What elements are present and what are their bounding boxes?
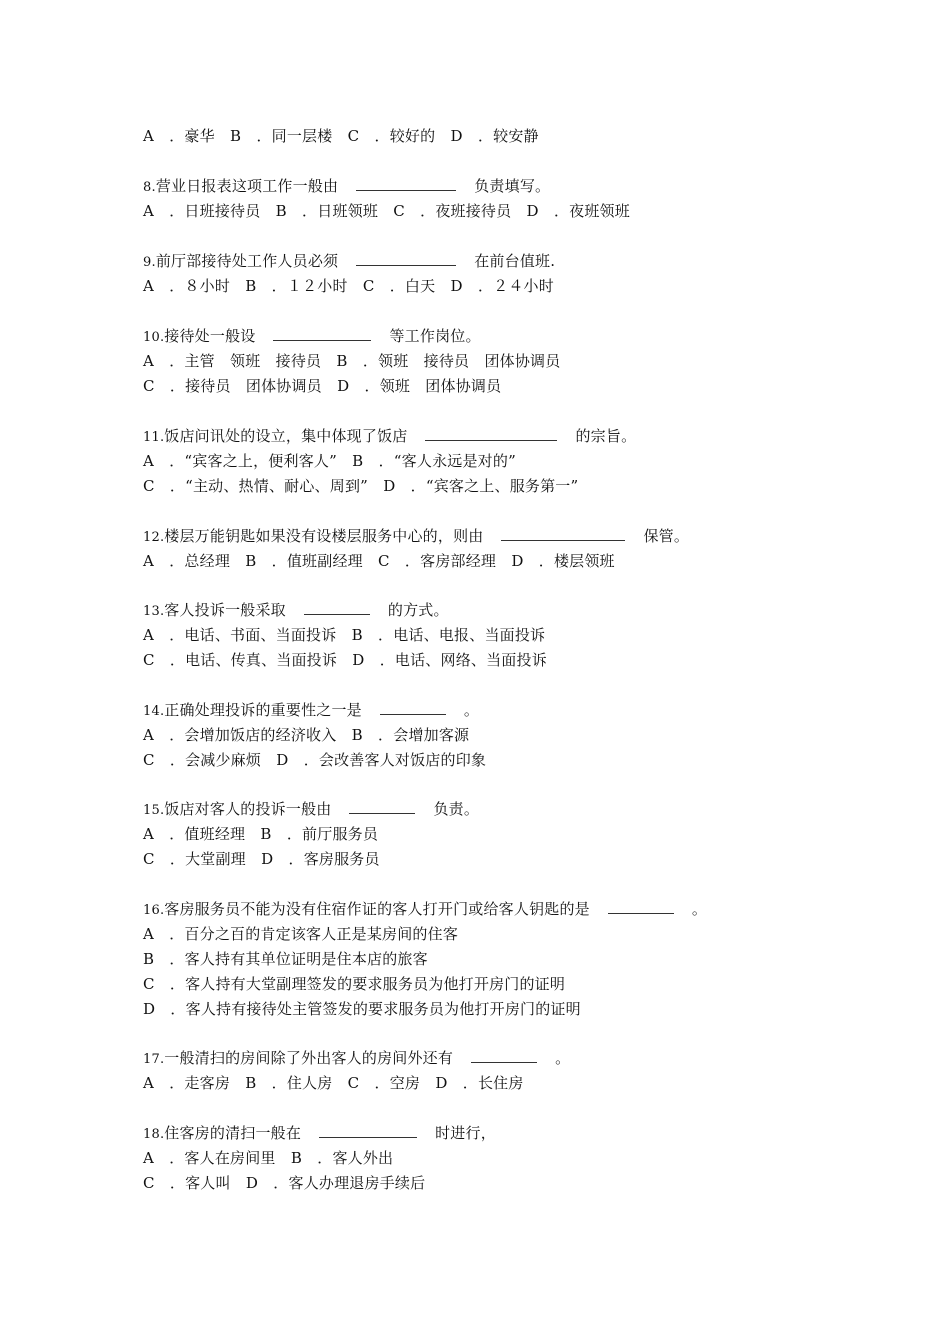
question-text: 客房服务员不能为没有住宿作证的客人打开门或给客人钥匙的是 — [164, 900, 590, 918]
options-10-a: A ．主管 领班 接待员 B ．领班 接待员 团体协调员 — [143, 352, 561, 370]
question-text: 楼层万能钥匙如果没有设楼层服务中心的，则由 — [164, 527, 484, 545]
question-number: 17. — [143, 1052, 165, 1067]
question-10 — [143, 326, 481, 348]
question-text: 一般清扫的房间除了外出客人的房间外还有 — [164, 1049, 454, 1067]
options-12: A ．总经理 B ．值班副经理 C ．客房部经理 D ．楼层领班 — [143, 552, 615, 570]
options-10-b: C ．接待员 团体协调员 D ．领班 团体协调员 — [143, 377, 502, 395]
question-text-end: 时进行， — [435, 1124, 496, 1142]
options-11-a: A ．“宾客之上，便利客人” B ．“客人永远是对的” — [143, 452, 516, 470]
answer-blank — [380, 702, 446, 715]
question-text-end: 。 — [463, 701, 480, 719]
answer-blank — [273, 328, 371, 341]
answer-blank — [501, 528, 625, 541]
options-14-a: A ．会增加饭店的经济收入 B ．会增加客源 — [143, 726, 470, 744]
question-text: 饭店对客人的投诉一般由 — [164, 800, 332, 818]
question-8 — [143, 176, 550, 198]
question-text-end: 负责填写。 — [474, 177, 551, 195]
question-11 — [143, 426, 636, 448]
options-11-b: C ．“主动、热情、耐心、周到” D ．“宾客之上、服务第一” — [143, 477, 579, 495]
question-text-end: 。 — [691, 900, 708, 918]
question-13 — [143, 600, 449, 622]
answer-blank — [319, 1125, 417, 1138]
options-14-b: C ．会减少麻烦 D ．会改善客人对饭店的印象 — [143, 751, 487, 769]
question-14 — [143, 700, 479, 722]
question-number: 8. — [143, 180, 156, 195]
question-number: 10. — [143, 330, 165, 345]
question-9 — [143, 251, 555, 273]
question-number: 18. — [143, 1127, 165, 1142]
answer-blank — [349, 801, 415, 814]
question-18 — [143, 1123, 496, 1145]
question-number: 14. — [143, 704, 165, 719]
options-17: A ．走客房 B ．住人房 C ．空房 D ．长住房 — [143, 1074, 524, 1092]
options-16-b: B ．客人持有其单位证明是住本店的旅客 — [143, 950, 428, 968]
answer-blank — [425, 428, 557, 441]
question-16 — [143, 899, 707, 921]
question-text: 住客房的清扫一般在 — [164, 1124, 302, 1142]
question-text: 营业日报表这项工作一般由 — [155, 177, 339, 195]
question-text-end: 等工作岗位。 — [389, 327, 481, 345]
options-15-b: C ．大堂副理 D ．客房服务员 — [143, 850, 380, 868]
options-18-b: C ．客人叫 D ．客人办理退房手续后 — [143, 1174, 426, 1192]
question-text-end: 的宗旨。 — [575, 427, 637, 445]
options-13-a: A ．电话、书面、当面投诉 B ．电话、电报、当面投诉 — [143, 626, 546, 644]
question-text-end: 。 — [555, 1049, 571, 1067]
question-number: 16. — [143, 903, 165, 918]
question-text: 前厅部接待处工作人员必须 — [155, 252, 339, 270]
question-number: 13. — [143, 604, 165, 619]
options-13-b: C ．电话、传真、当面投诉 D ．电话、网络、当面投诉 — [143, 651, 547, 669]
question-text-end: 的方式。 — [387, 601, 449, 619]
options-16-a: A ．百分之百的肯定该客人正是某房间的住客 — [143, 925, 459, 943]
answer-blank — [356, 253, 456, 266]
options-9: A ．８小时 B ．１２小时 C ．白天 D ．２４小时 — [143, 277, 554, 295]
options-18-a: A ．客人在房间里 B ．客人外出 — [143, 1149, 394, 1167]
options-16-c: C ．客人持有大堂副理签发的要求服务员为他打开房门的证明 — [143, 975, 566, 993]
question-text-end: 在前台值班. — [474, 252, 556, 270]
question-number: 9. — [143, 255, 156, 270]
question-number: 12. — [143, 530, 165, 545]
question-text-end: 负责。 — [433, 800, 480, 818]
question-number: 15. — [143, 803, 165, 818]
options-15-a: A ．值班经理 B ．前厅服务员 — [143, 825, 379, 843]
options-16-d: D ．客人持有接待处主管签发的要求服务员为他打开房门的证明 — [143, 1000, 581, 1018]
options-7: A ．豪华 B ．同一层楼 C ．较好的 D ．较安静 — [143, 127, 539, 145]
answer-blank — [304, 602, 370, 615]
answer-blank — [356, 178, 456, 191]
question-text: 正确处理投诉的重要性之一是 — [164, 701, 362, 719]
question-text-end: 保管。 — [643, 527, 690, 545]
question-17 — [143, 1048, 570, 1070]
question-text: 客人投诉一般采取 — [164, 601, 286, 619]
question-12 — [143, 526, 689, 548]
options-8: A ．日班接待员 B ．日班领班 C ．夜班接待员 D ．夜班领班 — [143, 202, 630, 220]
answer-blank — [608, 901, 674, 914]
question-15 — [143, 799, 479, 821]
answer-blank — [471, 1050, 537, 1063]
question-text: 饭店问讯处的设立，集中体现了饭店 — [164, 427, 408, 445]
question-number: 11. — [143, 430, 165, 445]
question-text: 接待处一般设 — [164, 327, 256, 345]
